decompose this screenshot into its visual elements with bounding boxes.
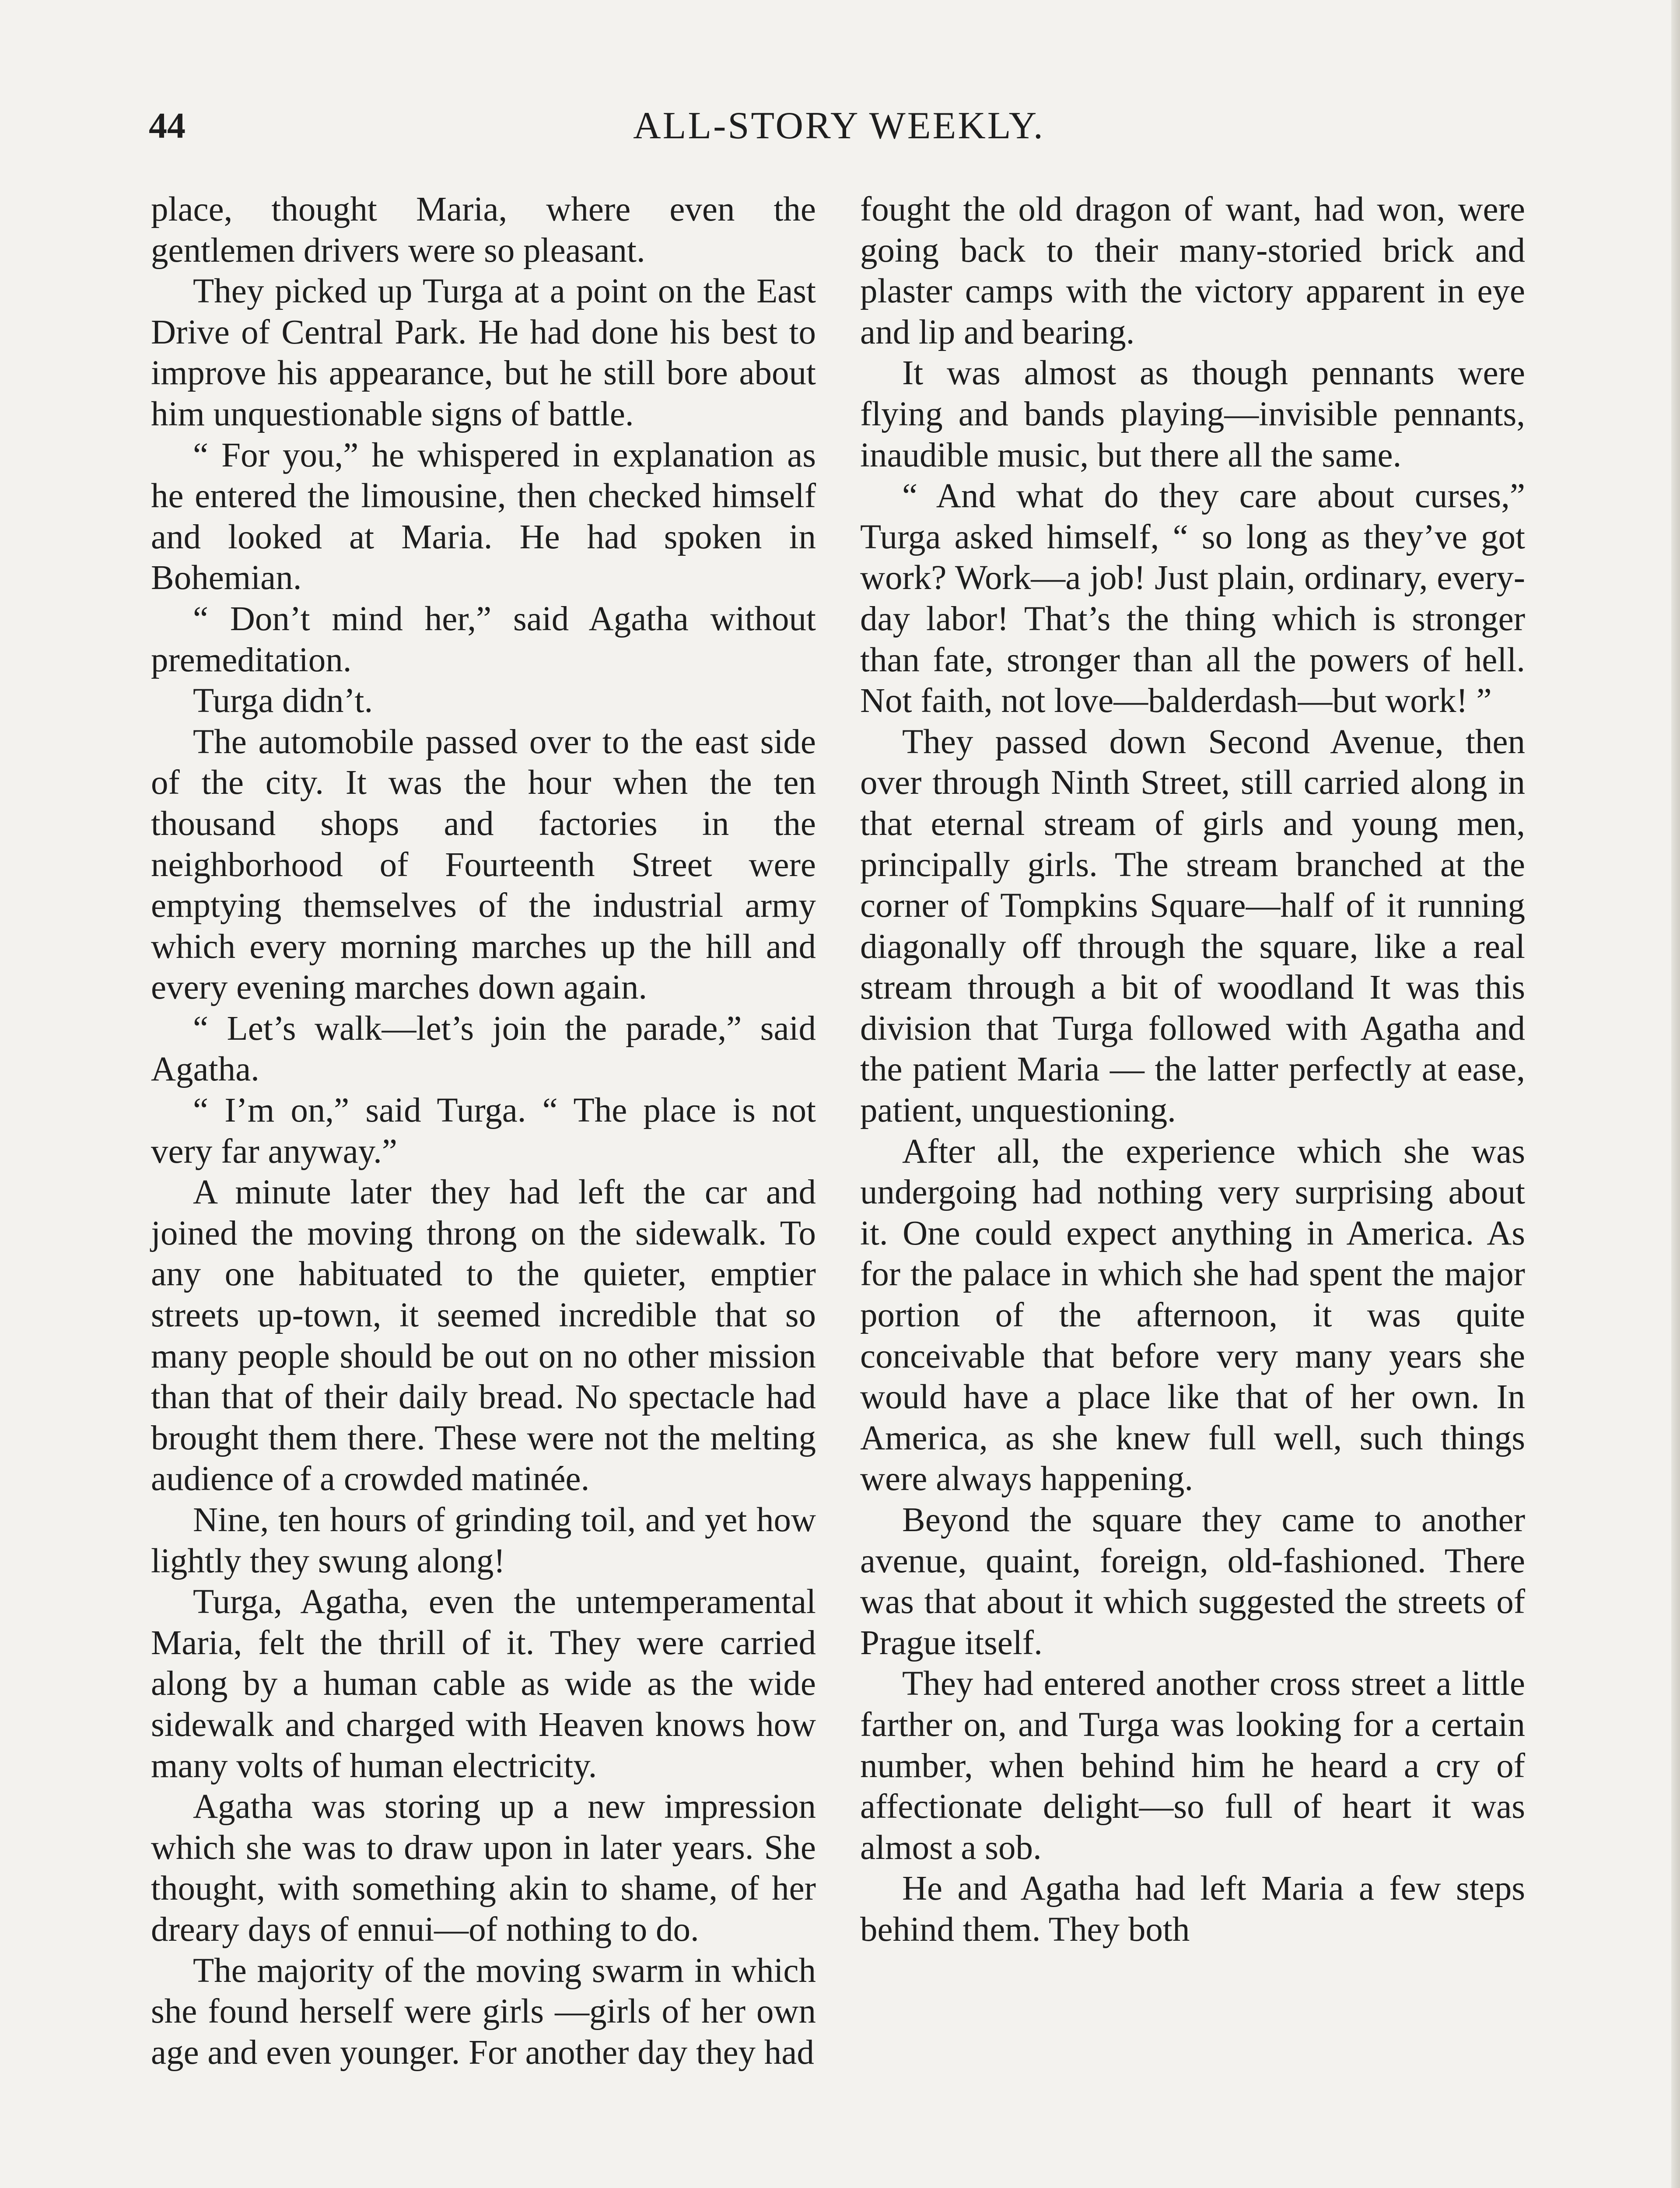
paragraph: “ For you,” he whispered in explanation as he entered the limousine, then checked himself and looked at Maria. He had spoken in Bohemian. (151, 436, 816, 597)
paragraph: A minute later they had left the car and joined the moving throng on the sidewalk. To any one habituated to the quieter, emptier streets up-town, it seemed incredible that so many people should be out on no other mission than that of their daily bread. No spectacle had brought them there. These were not the melting audience of a crowded matinée. (151, 1173, 816, 1498)
page-edge-shadow (1671, 0, 1680, 2188)
paragraph: It was almost as though pennants were flying and bands playing—invisible pennants, inaudible music, but there all the same. (860, 354, 1525, 474)
paragraph: They picked up Turga at a point on the East Drive of Central Park. He had done his best to improve his appearance, but he still bore about him unquestionable signs of battle. (151, 272, 816, 433)
right-column (860, 189, 1525, 1950)
paragraph: Agatha was storing up a new impression which she was to draw upon in later years. She thought, with something akin to shame, of her dreary days of ennui—of nothing to do. (151, 1788, 816, 1949)
paragraph: “ And what do they care about curses,” Turga asked himself, “ so long as they’ve got work? Work—a job! Just plain, ordinary, every-day labor! That’s the thing which is stronger than fate, stronger than all the powers of hell. Not faith, not love—balderdash—but work! ” (860, 477, 1525, 720)
paragraph: He and Agatha had left Maria a few steps behind them. They both (860, 1869, 1525, 1949)
running-head: ALL-STORY WEEKLY. (633, 105, 1045, 147)
left-column (151, 189, 816, 2073)
paragraph: Turga didn’t. (193, 682, 373, 720)
paragraph: They passed down Second Avenue, then over through Ninth Street, still carried along in that eternal stream of girls and young men, principally girls. The stream branched at the corner of Tompkins Square—half of it running diagonally off through the square, like a real stream through a bit of woodland It was this division that Turga followed with Agatha and the patient Maria — the latter perfectly at ease, patient, unquestioning. (860, 722, 1525, 1130)
paragraph: “ I’m on,” said Turga. “ The place is not very far anyway.” (151, 1091, 816, 1171)
paragraph: Beyond the square they came to another avenue, quaint, foreign, old-fashioned. There was that about it which suggested the streets of Prague itself. (860, 1501, 1525, 1662)
paragraph: fought the old dragon of want, had won, were going back to their many-storied brick and plaster camps with the victory apparent in eye and lip and bearing. (860, 190, 1525, 351)
page-number: 44 (149, 105, 186, 146)
page-header (149, 100, 1529, 152)
paragraph: “ Don’t mind her,” said Agatha without premeditation. (151, 600, 816, 679)
paragraph: “ Let’s walk—let’s join the parade,” said Agatha. (151, 1009, 816, 1089)
paragraph: The majority of the moving swarm in which she found herself were girls —girls of her own age and even younger. For another day they had (151, 1951, 816, 2072)
paragraph: Nine, ten hours of grinding toil, and yet how lightly they swung along! (151, 1501, 816, 1580)
paragraph: Turga, Agatha, even the untemperamental Maria, felt the thrill of it. They were carried along by a human cable as wide as the wide sidewalk and charged with Heaven knows how many volts of human electricity. (151, 1583, 816, 1785)
paragraph: The automobile passed over to the east side of the city. It was the hour when the ten thousand shops and factories in the neighborhood of Fourteenth Street were emptying themselves of the industrial army which every morning marches up the hill and every evening marches down again. (151, 722, 816, 1007)
paragraph: place, thought Maria, where even the gentlemen drivers were so pleasant. (151, 190, 816, 270)
paragraph: After all, the experience which she was undergoing had nothing very surprising about it. One could expect anything in America. As for the palace in which she had spent the major portion of the afternoon, it was quite conceivable that before very many years she would have a place like that of her own. In America, as she knew full well, such things were always happening. (860, 1132, 1525, 1498)
paragraph: They had entered another cross street a little farther on, and Turga was looking for a certain number, when behind him he heard a cry of affectionate delight—so full of heart it was almost a sob. (860, 1665, 1525, 1867)
